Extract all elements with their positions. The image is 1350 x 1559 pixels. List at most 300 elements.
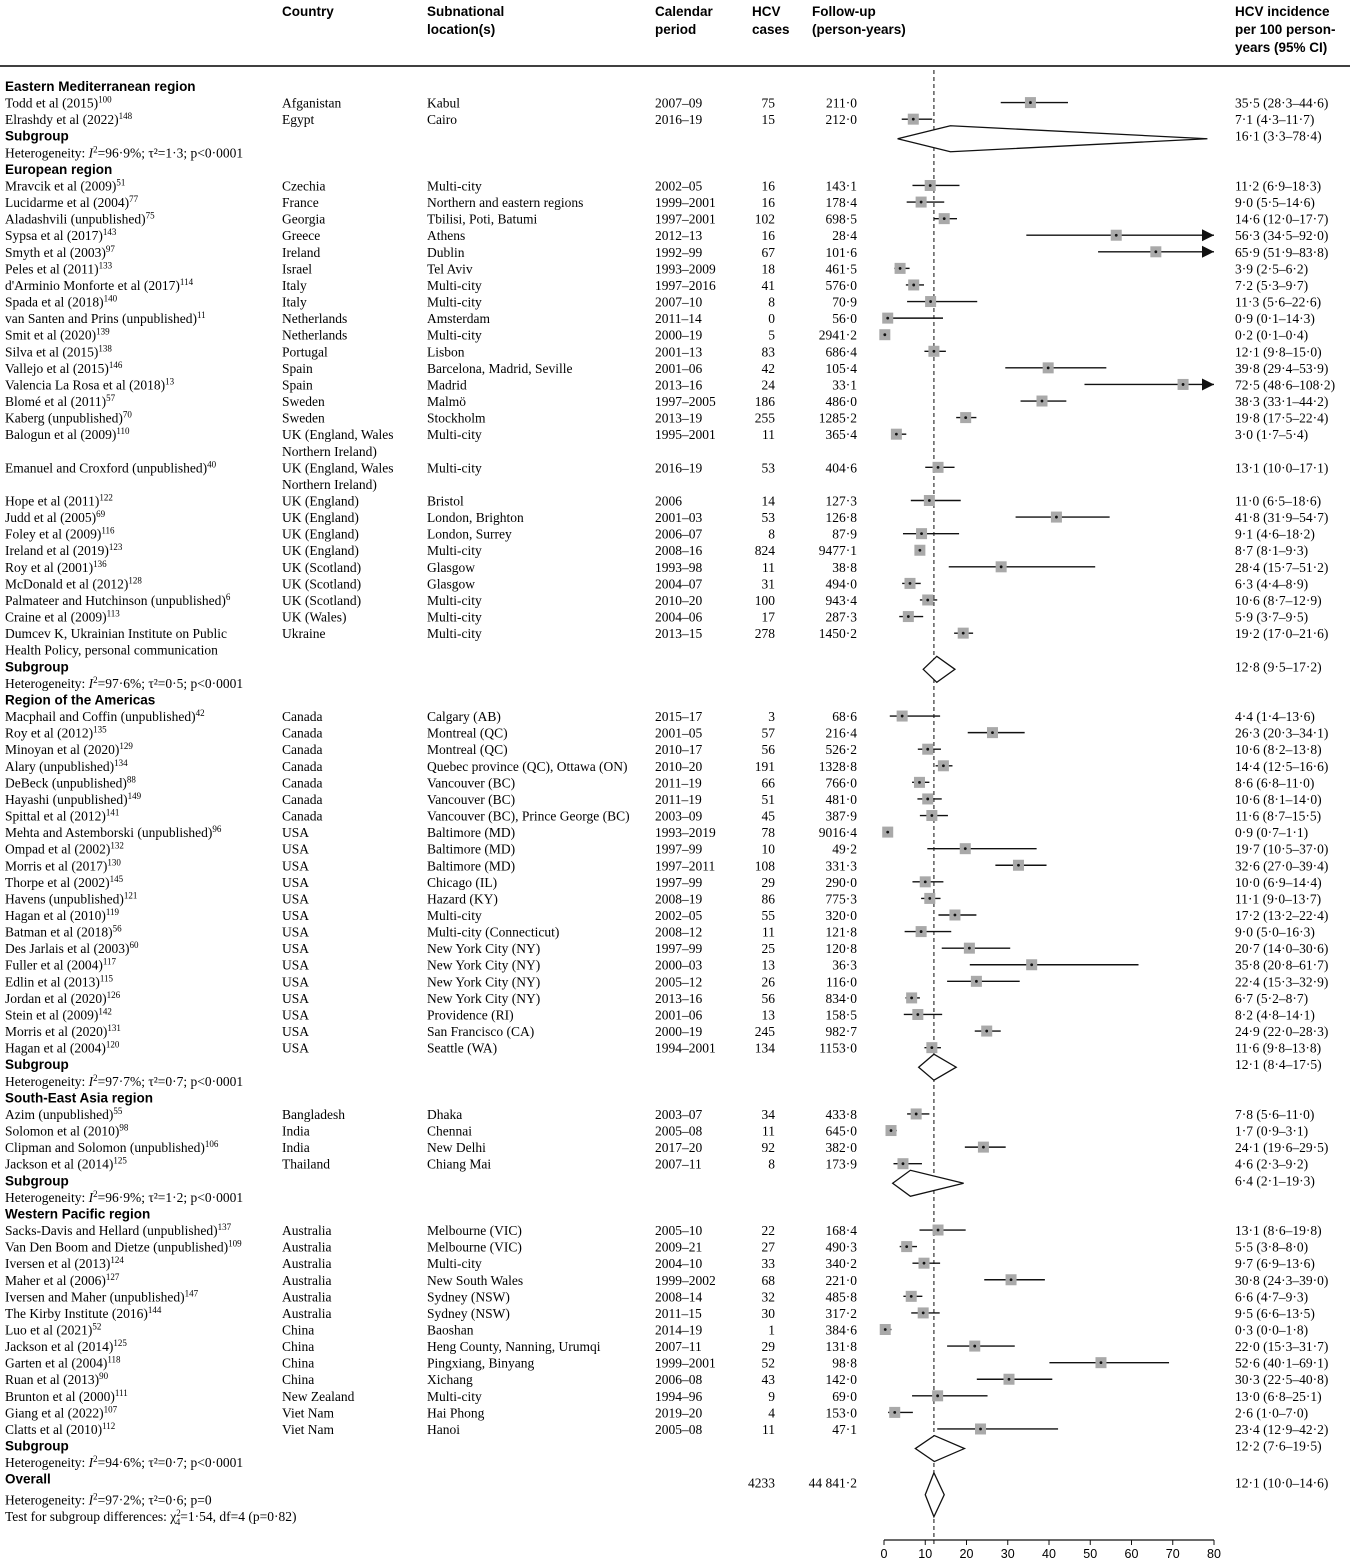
- followup-cell: 982·7: [825, 1024, 857, 1040]
- country-cell: Spain: [282, 360, 313, 376]
- period-cell: 1993–2009: [655, 261, 716, 277]
- country-cell: USA: [282, 924, 310, 940]
- country-cell: USA: [282, 941, 310, 957]
- period-cell: 1997–99: [655, 941, 703, 957]
- period-cell: 2002–05: [655, 178, 703, 194]
- followup-cell: 131·8: [825, 1339, 857, 1355]
- followup-cell: 87·9: [832, 526, 857, 542]
- followup-cell: 105·4: [825, 360, 857, 376]
- study-label: van Santen and Prins (unpublished)$^{11}$: [5, 310, 206, 327]
- point-dot: [928, 499, 931, 502]
- point-dot: [884, 1328, 887, 1331]
- country-cell: Canada: [282, 709, 323, 725]
- followup-cell: 168·4: [825, 1223, 857, 1239]
- period-cell: 1994–96: [655, 1388, 703, 1404]
- estimate-ci: 2·6 (1·0–7·0): [1235, 1405, 1309, 1421]
- location-cell: Hai Phong: [427, 1405, 485, 1421]
- cases-cell: 108: [754, 858, 775, 874]
- point-dot: [975, 980, 978, 983]
- study-label: Clipman and Solomon (unpublished)$^{106}$: [5, 1139, 219, 1156]
- cases-cell: 134: [754, 1040, 775, 1056]
- cases-cell: 11: [762, 1123, 775, 1139]
- location-cell: Multi-city: [427, 427, 482, 443]
- country-cell: Canada: [282, 758, 323, 774]
- cases-cell: 102: [754, 211, 775, 227]
- estimate-ci: 4·6 (2·3–9·2): [1235, 1156, 1309, 1172]
- region-header: Eastern Mediterranean region: [5, 79, 196, 94]
- period-cell: 2000–03: [655, 957, 703, 973]
- period-cell: 2000–19: [655, 327, 703, 343]
- point-dot: [922, 1312, 925, 1315]
- cases-cell: 8: [768, 294, 775, 310]
- period-cell: 1997–99: [655, 874, 703, 890]
- country-cell: Canada: [282, 742, 323, 758]
- period-cell: 1997–2001: [655, 211, 716, 227]
- cases-cell: 51: [761, 791, 775, 807]
- country-cell: USA: [282, 825, 310, 841]
- location-cell: Montreal (QC): [427, 742, 508, 758]
- ci-arrow: [1202, 229, 1214, 241]
- x-tick-label: 30: [1000, 1547, 1015, 1559]
- point-dot: [918, 549, 921, 552]
- estimate-ci: 11·1 (9·0–13·7): [1235, 891, 1322, 907]
- study-label: Balogun et al $(2009)^{110}$: [5, 426, 130, 443]
- country-cell-cont: Northern Ireland): [282, 476, 377, 492]
- location-cell: Hanoi: [427, 1421, 460, 1437]
- country-cell: USA: [282, 1007, 310, 1023]
- study-label: Valencia La Rosa et al $(2018)^{13}$: [5, 376, 175, 393]
- region-header: Region of the Americas: [5, 692, 156, 708]
- estimate-ci: 14·6 (12·0–17·7): [1235, 211, 1329, 227]
- cases-cell: 10: [761, 841, 775, 857]
- study-label: Hagan et al $(2010)^{119}$: [5, 907, 120, 923]
- point-dot: [964, 847, 967, 850]
- location-cell: Xichang: [427, 1372, 473, 1388]
- study-label: Emanuel and Croxford (unpublished)$^{40}$: [5, 459, 217, 476]
- study-label: Jackson et al $(2014)^{125}$: [5, 1338, 127, 1355]
- estimate-ci: 9·1 (4·6–18·2): [1235, 526, 1315, 542]
- cases-cell: 41: [761, 277, 775, 293]
- followup-total: 44 841·2: [808, 1475, 857, 1491]
- followup-cell: 121·8: [825, 924, 857, 940]
- column-header-estimate: per 100 person-: [1235, 22, 1336, 37]
- cases-cell: 186: [754, 394, 775, 410]
- estimate-ci: 30·3 (22·5–40·8): [1235, 1372, 1329, 1388]
- x-tick-label: 70: [1165, 1547, 1180, 1559]
- country-cell: Canada: [282, 791, 323, 807]
- period-cell: 2013–16: [655, 990, 703, 1006]
- point-dot: [920, 532, 923, 535]
- location-cell: Montreal (QC): [427, 725, 508, 741]
- country-cell: China: [282, 1339, 315, 1355]
- period-cell: 2008–19: [655, 891, 703, 907]
- point-dot: [901, 715, 904, 718]
- cases-cell: 55: [761, 908, 775, 923]
- location-cell: Cairo: [427, 112, 457, 128]
- point-dot: [926, 599, 929, 602]
- followup-cell: 526·2: [825, 742, 857, 758]
- pooled-ci: 12·1 (8·4–17·5): [1235, 1057, 1322, 1073]
- pooled-ci: 12·2 (7·6–19·5): [1235, 1438, 1322, 1454]
- followup-cell: 576·0: [825, 277, 857, 293]
- study-label: Jackson et al $(2014)^{125}$: [5, 1155, 127, 1172]
- cases-cell: 824: [754, 543, 775, 559]
- period-cell: 2009–21: [655, 1239, 703, 1255]
- study-label: Clatts et al $(2010)^{112}$: [5, 1420, 116, 1437]
- country-cell: Bangladesh: [282, 1106, 345, 1122]
- estimate-ci: 13·0 (6·8–25·1): [1235, 1388, 1322, 1404]
- location-cell: Multi-city: [427, 626, 482, 642]
- country-cell-cont: Northern Ireland): [282, 443, 377, 459]
- study-label: Dumcev K, Ukrainian Institute on Public: [5, 626, 227, 642]
- study-label: Aladashvili (unpublished)$^{75}$: [5, 210, 155, 227]
- location-cell: New York City (NY): [427, 974, 541, 990]
- subgroup-label: Subgroup: [5, 1173, 69, 1189]
- cases-cell: 245: [754, 1024, 775, 1040]
- followup-cell: 481·0: [825, 791, 857, 807]
- location-cell: London, Surrey: [427, 526, 512, 542]
- estimate-ci: 19·8 (17·5–22·4): [1235, 410, 1329, 426]
- country-cell: Italy: [282, 277, 307, 293]
- estimate-ci: 8·7 (8·1–9·3): [1235, 543, 1309, 559]
- location-cell: Calgary (AB): [427, 709, 501, 725]
- followup-cell: 834·0: [825, 990, 857, 1006]
- period-cell: 2001–06: [655, 360, 703, 376]
- cases-cell: 57: [761, 725, 775, 741]
- point-dot: [929, 184, 932, 187]
- estimate-ci: 10·0 (6·9–14·4): [1235, 874, 1322, 890]
- estimate-ci: 23·4 (12·9–42·2): [1235, 1421, 1329, 1437]
- estimate-ci: 22·4 (15·3–32·9): [1235, 974, 1329, 990]
- period-cell: 2007–09: [655, 95, 703, 111]
- study-label: Ireland et al $(2019)^{123}$: [5, 542, 123, 559]
- period-cell: 2013–15: [655, 626, 703, 642]
- followup-cell: 127·3: [825, 493, 857, 509]
- followup-cell: 126·8: [825, 510, 857, 526]
- estimate-ci: 5·9 (3·7–9·5): [1235, 609, 1309, 625]
- study-label: Jordan et al $(2020)^{126}$: [5, 989, 121, 1006]
- period-cell: 1995–2001: [655, 427, 716, 443]
- cases-cell: 13: [761, 957, 775, 973]
- location-cell: Sydney (NSW): [427, 1305, 510, 1321]
- cases-cell: 17: [761, 609, 775, 625]
- point-dot: [926, 748, 929, 751]
- period-cell: 2003–07: [655, 1106, 703, 1122]
- period-cell: 2007–11: [655, 1156, 702, 1172]
- study-label: Foley et al $(2009)^{116}$: [5, 525, 115, 542]
- location-cell: Lisbon: [427, 344, 465, 360]
- cases-cell: 86: [761, 891, 775, 907]
- column-header-location: Subnational: [427, 4, 505, 19]
- estimate-ci: 52·6 (40·1–69·1): [1235, 1355, 1329, 1371]
- column-header-period: Calendar: [655, 4, 713, 19]
- period-cell: 2011–19: [655, 775, 702, 791]
- followup-cell: 28·4: [832, 228, 857, 244]
- cases-cell: 22: [761, 1223, 775, 1239]
- estimate-ci: 8·6 (6·8–11·0): [1235, 775, 1315, 791]
- point-dot: [924, 880, 927, 883]
- location-cell: Melbourne (VIC): [427, 1223, 522, 1239]
- study-label: Iversen et al $(2013)^{124}$: [5, 1255, 124, 1272]
- x-tick-label: 40: [1042, 1547, 1056, 1559]
- period-cell: 2011–19: [655, 791, 702, 807]
- period-cell: 2004–10: [655, 1256, 703, 1272]
- study-label: Garten et al $(2004)^{118}$: [5, 1354, 121, 1371]
- followup-cell: 331·3: [825, 858, 857, 874]
- estimate-ci: 6·6 (4·7–9·3): [1235, 1289, 1309, 1305]
- period-cell: 1992–99: [655, 244, 703, 260]
- cases-cell: 191: [754, 758, 775, 774]
- study-label-cont: Health Policy, personal communication: [5, 642, 218, 658]
- estimate-ci: 6·7 (5·2–8·7): [1235, 990, 1309, 1006]
- study-label: Des Jarlais et al $(2003)^{60}$: [5, 940, 139, 957]
- study-label: Peles et al $(2011)^{133}$: [5, 260, 113, 277]
- followup-cell: 485·8: [825, 1289, 857, 1305]
- study-label: Edlin et al $(2013)^{115}$: [5, 973, 114, 990]
- x-tick-label: 50: [1083, 1547, 1098, 1559]
- location-cell: Chennai: [427, 1123, 472, 1139]
- location-cell: Malmö: [427, 394, 466, 410]
- period-cell: 2008–16: [655, 543, 703, 559]
- x-tick-label: 10: [918, 1547, 933, 1559]
- estimate-ci: 24·9 (22·0–28·3): [1235, 1024, 1329, 1040]
- country-cell: Georgia: [282, 211, 326, 227]
- country-cell: Israel: [282, 261, 312, 277]
- location-cell: Barcelona, Madrid, Seville: [427, 360, 573, 376]
- country-cell: Thailand: [282, 1156, 330, 1172]
- period-cell: 2003–09: [655, 808, 703, 824]
- point-dot: [909, 582, 912, 585]
- study-label: Iversen and Maher (unpublished)$^{147}$: [5, 1288, 199, 1305]
- point-dot: [886, 317, 889, 320]
- estimate-ci: 35·5 (28·3–44·6): [1235, 95, 1329, 111]
- location-cell: Baltimore (MD): [427, 825, 516, 841]
- cases-cell: 14: [761, 493, 775, 509]
- cases-cell: 26: [761, 974, 775, 990]
- period-cell: 1993–98: [655, 559, 703, 575]
- location-cell: Amsterdam: [427, 311, 490, 327]
- country-cell: USA: [282, 891, 310, 907]
- point-dot: [964, 416, 967, 419]
- estimate-ci: 24·1 (19·6–29·5): [1235, 1140, 1329, 1156]
- followup-cell: 686·4: [825, 344, 857, 360]
- cases-cell: 29: [761, 1339, 775, 1355]
- location-cell: Glasgow: [427, 559, 475, 575]
- location-cell: Dhaka: [427, 1106, 463, 1122]
- estimate-ci: 26·3 (20·3–34·1): [1235, 725, 1329, 741]
- point-dot: [1008, 1378, 1011, 1381]
- period-cell: 2002–05: [655, 908, 703, 923]
- country-cell: Spain: [282, 377, 313, 393]
- point-dot: [991, 731, 994, 734]
- period-cell: 2013–16: [655, 377, 703, 393]
- column-header-cases: cases: [752, 22, 790, 37]
- period-cell: 1999–2002: [655, 1272, 716, 1288]
- study-label: Mravcik et al $(2009)^{51}$: [5, 177, 126, 194]
- country-cell: USA: [282, 841, 310, 857]
- estimate-ci: 0·3 (0·0–1·8): [1235, 1322, 1309, 1338]
- study-label: Stein et al $(2009)^{142}$: [5, 1006, 112, 1023]
- estimate-ci: 12·1 (9·8–15·0): [1235, 344, 1322, 360]
- country-cell: UK (England): [282, 526, 359, 542]
- subgroup-diamond: [923, 656, 955, 682]
- cases-cell: 56: [761, 742, 775, 758]
- point-dot: [923, 1262, 926, 1265]
- location-cell: Stockholm: [427, 410, 486, 426]
- point-dot: [954, 914, 957, 917]
- country-cell: Australia: [282, 1305, 332, 1321]
- location-cell: Tbilisi, Poti, Batumi: [427, 211, 538, 227]
- country-cell: USA: [282, 874, 310, 890]
- country-cell: USA: [282, 990, 310, 1006]
- ci-arrow: [1202, 246, 1214, 258]
- followup-cell: 211·0: [826, 95, 857, 111]
- x-tick-label: 20: [959, 1547, 974, 1559]
- country-cell: UK (England, Wales: [282, 460, 394, 476]
- point-dot: [930, 814, 933, 817]
- point-dot: [973, 1345, 976, 1348]
- cases-cell: 32: [761, 1289, 775, 1305]
- country-cell: Netherlands: [282, 327, 348, 343]
- point-dot: [886, 831, 889, 834]
- country-cell: Australia: [282, 1272, 332, 1288]
- period-cell: 2001–05: [655, 725, 703, 741]
- study-label: Mehta and Astemborski (unpublished)$^{96}$: [5, 824, 222, 841]
- study-label: Luo et al $(2021)^{52}$: [5, 1321, 102, 1338]
- cases-cell: 52: [761, 1355, 775, 1371]
- country-cell: Canada: [282, 808, 323, 824]
- location-cell: Melbourne (VIC): [427, 1239, 522, 1255]
- study-label: Sacks-Davis and Hellard (unpublished)$^{137}$: [5, 1222, 232, 1239]
- cases-cell: 11: [762, 559, 775, 575]
- followup-cell: 290·0: [825, 874, 857, 890]
- period-cell: 2001–13: [655, 344, 703, 360]
- point-dot: [1029, 101, 1032, 104]
- cases-cell: 27: [761, 1239, 775, 1255]
- period-cell: 1997–2011: [655, 858, 716, 874]
- estimate-ci: 10·6 (8·2–13·8): [1235, 742, 1322, 758]
- estimate-ci: 14·4 (12·5–16·6): [1235, 758, 1329, 774]
- point-dot: [1041, 400, 1044, 403]
- study-label: Elrashdy et al $(2022)^{148}$: [5, 111, 133, 128]
- overall-diamond: [925, 1473, 944, 1517]
- cases-cell: 56: [761, 990, 775, 1006]
- period-cell: 1999–2001: [655, 1355, 716, 1371]
- cases-cell: 1: [768, 1322, 775, 1338]
- heterogeneity-stat: Heterogeneity: $I^2=96\cdot 9\%$; τ²=1·3; p<0·0001: [5, 144, 244, 161]
- location-cell: Seattle (WA): [427, 1040, 498, 1056]
- followup-cell: 1328·8: [818, 758, 857, 774]
- point-dot: [1047, 366, 1050, 369]
- column-header-period: period: [655, 22, 697, 37]
- point-dot: [910, 1295, 913, 1298]
- point-dot: [915, 1113, 918, 1116]
- location-cell: New York City (NY): [427, 957, 541, 973]
- estimate-ci: 10·6 (8·7–12·9): [1235, 592, 1322, 608]
- followup-cell: 1285·2: [818, 410, 857, 426]
- study-label: Spada et al $(2018)^{140}$: [5, 293, 118, 310]
- estimate-ci: 20·7 (14·0–30·6): [1235, 941, 1329, 957]
- followup-cell: 9016·4: [818, 825, 857, 841]
- followup-cell: 56·0: [832, 311, 857, 327]
- study-label: Brunton et al $(2000)^{111}$: [5, 1387, 128, 1404]
- column-header-country: Country: [282, 4, 334, 19]
- cases-cell: 16: [761, 195, 775, 211]
- period-cell: 2010–20: [655, 592, 703, 608]
- country-cell: USA: [282, 1040, 310, 1056]
- followup-cell: 387·9: [825, 808, 857, 824]
- location-cell: Multi-city: [427, 609, 482, 625]
- location-cell: Multi-city: [427, 543, 482, 559]
- followup-cell: 1450·2: [818, 626, 857, 642]
- country-cell: Portugal: [282, 344, 328, 360]
- cases-cell: 13: [761, 1007, 775, 1023]
- country-cell: UK (Wales): [282, 609, 347, 625]
- point-dot: [905, 1245, 908, 1248]
- location-cell: Bristol: [427, 493, 464, 509]
- location-cell: London, Brighton: [427, 510, 524, 526]
- point-dot: [982, 1146, 985, 1149]
- followup-cell: 943·4: [825, 592, 857, 608]
- cases-cell: 30: [761, 1305, 775, 1321]
- point-dot: [1010, 1278, 1013, 1281]
- followup-cell: 142·0: [825, 1372, 857, 1388]
- period-cell: 2016–19: [655, 460, 703, 476]
- estimate-ci: 10·6 (8·1–14·0): [1235, 791, 1322, 807]
- period-cell: 1999–2001: [655, 195, 716, 211]
- cases-cell: 278: [754, 626, 775, 642]
- study-label: Sypsa et al $(2017)^{143}$: [5, 227, 117, 244]
- point-dot: [1000, 565, 1003, 568]
- period-cell: 2006–07: [655, 526, 703, 542]
- country-cell: New Zealand: [282, 1388, 355, 1404]
- point-dot: [912, 284, 915, 287]
- cases-cell: 33: [761, 1256, 775, 1272]
- followup-cell: 173·9: [825, 1156, 857, 1172]
- point-dot: [928, 897, 931, 900]
- country-cell: UK (Scotland): [282, 576, 362, 592]
- cases-cell: 5: [768, 327, 775, 343]
- followup-cell: 47·1: [832, 1421, 857, 1437]
- point-dot: [1030, 963, 1033, 966]
- column-header-location: location(s): [427, 22, 496, 37]
- followup-cell: 494·0: [825, 576, 857, 592]
- country-cell: Greece: [282, 228, 321, 244]
- followup-cell: 68·6: [832, 709, 857, 725]
- point-dot: [942, 764, 945, 767]
- country-cell: USA: [282, 908, 310, 923]
- followup-cell: 382·0: [825, 1140, 857, 1156]
- cases-cell: 92: [761, 1140, 775, 1156]
- study-label: Giang et al $(2022)^{107}$: [5, 1404, 118, 1421]
- followup-cell: 645·0: [825, 1123, 857, 1139]
- cases-cell: 16: [761, 178, 775, 194]
- estimate-ci: 8·2 (4·8–14·1): [1235, 1007, 1315, 1023]
- cases-cell: 0: [768, 311, 775, 327]
- point-dot: [912, 118, 915, 121]
- column-header-followup: Follow-up: [812, 4, 876, 19]
- estimate-ci: 7·2 (5·3–9·7): [1235, 277, 1309, 293]
- period-cell: 2005–12: [655, 974, 703, 990]
- location-cell: Multi-city: [427, 327, 482, 343]
- study-label: Havens (unpublished)$^{121}$: [5, 890, 138, 907]
- followup-cell: 33·1: [832, 377, 857, 393]
- cases-total: 4233: [748, 1475, 775, 1491]
- point-dot: [936, 1394, 939, 1397]
- period-cell: 2000–19: [655, 1024, 703, 1040]
- heterogeneity-stat: Heterogeneity: $I^2=94\cdot 6\%$; τ²=0·7; p<0·0001: [5, 1454, 244, 1471]
- estimate-ci: 1·7 (0·9–3·1): [1235, 1123, 1309, 1139]
